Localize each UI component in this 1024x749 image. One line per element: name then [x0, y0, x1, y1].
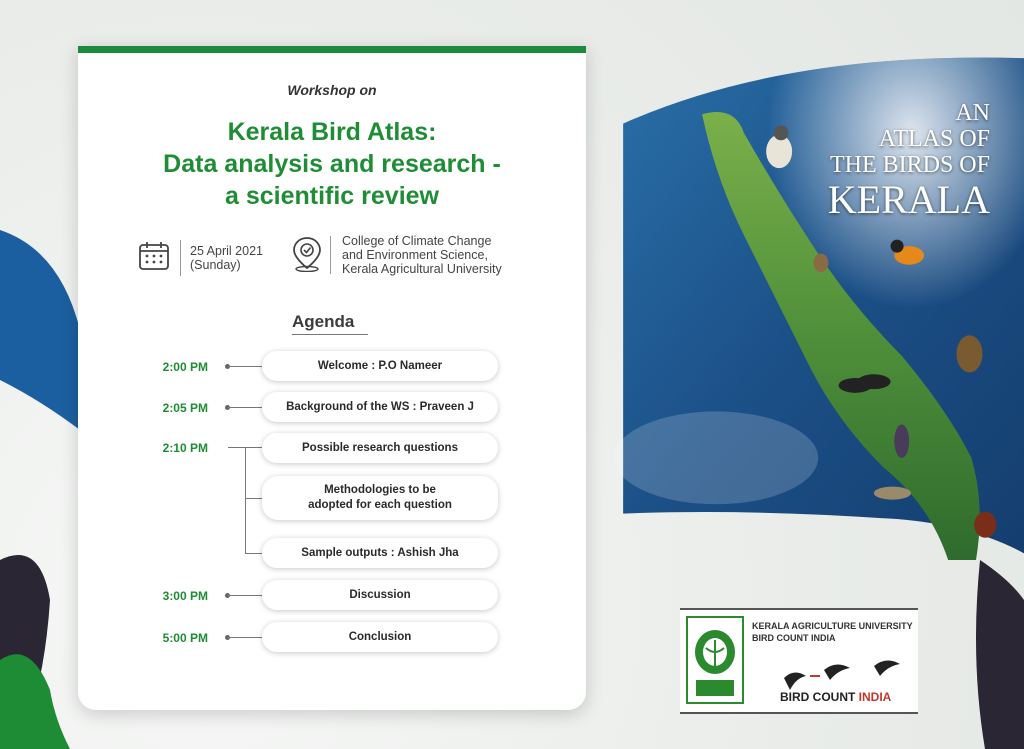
connector-line [245, 498, 262, 499]
kau-line2: BIRD COUNT INDIA [752, 633, 836, 643]
workshop-intro: Workshop on [287, 82, 377, 98]
kau-emblem [686, 616, 744, 704]
calendar-icon [138, 240, 170, 272]
bci-birds-logo [780, 656, 910, 692]
connector-line [228, 595, 262, 596]
connector-line [245, 553, 262, 554]
workshop-card [78, 46, 586, 710]
agenda-item-label: Discussion [349, 588, 411, 601]
cover-title [790, 100, 990, 222]
cover-title-line3: THE BIRDS OF [829, 152, 990, 178]
event-day-value: (Sunday) [190, 258, 241, 272]
venue-line2: and Environment Science, [342, 248, 488, 262]
bci-part1: BIRD COUNT [780, 690, 856, 704]
event-date [190, 244, 263, 272]
agenda-item [262, 622, 498, 652]
date-divider [180, 240, 181, 276]
location-pin-icon [290, 236, 324, 272]
cover-title-line2: ATLAS OF [878, 126, 990, 152]
card-accent-bar [78, 46, 586, 53]
agenda-item-label-line2: adopted for each question [308, 499, 452, 511]
connector-line [228, 407, 262, 408]
agenda-item [262, 392, 498, 422]
agenda-time: 2:05 PM [162, 401, 208, 415]
title-line2: Data analysis and research - [163, 150, 501, 178]
title-line1: Kerala Bird Atlas: [227, 118, 437, 146]
event-venue [342, 234, 502, 276]
cover-title-line4: KERALA [827, 177, 990, 222]
venue-line3: Kerala Agricultural University [342, 262, 502, 276]
venue-divider [330, 236, 331, 274]
agenda-time: 5:00 PM [162, 631, 208, 645]
connector-line [228, 366, 262, 367]
agenda-item-label: Conclusion [348, 630, 412, 643]
connector-branch [245, 447, 246, 553]
kau-name [752, 620, 913, 644]
agenda-time: 2:00 PM [162, 360, 208, 374]
bci-part2: INDIA [858, 690, 892, 704]
event-date-value: 25 April 2021 [190, 244, 263, 258]
agenda-title: Agenda [292, 312, 355, 331]
workshop-title [78, 116, 586, 212]
agenda-item-label: Background of the WS : Praveen J [286, 400, 474, 413]
agenda-time: 3:00 PM [162, 589, 208, 603]
bci-wordmark [780, 690, 891, 704]
agenda-item-label-line1: Methodologies to be [324, 484, 436, 496]
connector-line [228, 637, 262, 638]
agenda-item [262, 476, 498, 520]
agenda-item [262, 433, 498, 463]
agenda-time: 2:10 PM [162, 441, 208, 455]
agenda-item [262, 351, 498, 381]
agenda-item-label: Sample outputs : Ashish Jha [301, 546, 459, 559]
kau-line1: KERALA AGRICULTURE UNIVERSITY [752, 621, 913, 631]
cover-title-line1: AN [955, 100, 990, 126]
agenda-underline [292, 334, 368, 335]
agenda-item [262, 580, 498, 610]
partner-logos [680, 608, 918, 714]
agenda-item [262, 538, 498, 568]
venue-line1: College of Climate Change [342, 234, 492, 248]
agenda-item-label: Welcome : P.O Nameer [317, 359, 443, 372]
title-line3: a scientific review [224, 182, 439, 210]
agenda-item-label: Possible research questions [302, 441, 458, 454]
